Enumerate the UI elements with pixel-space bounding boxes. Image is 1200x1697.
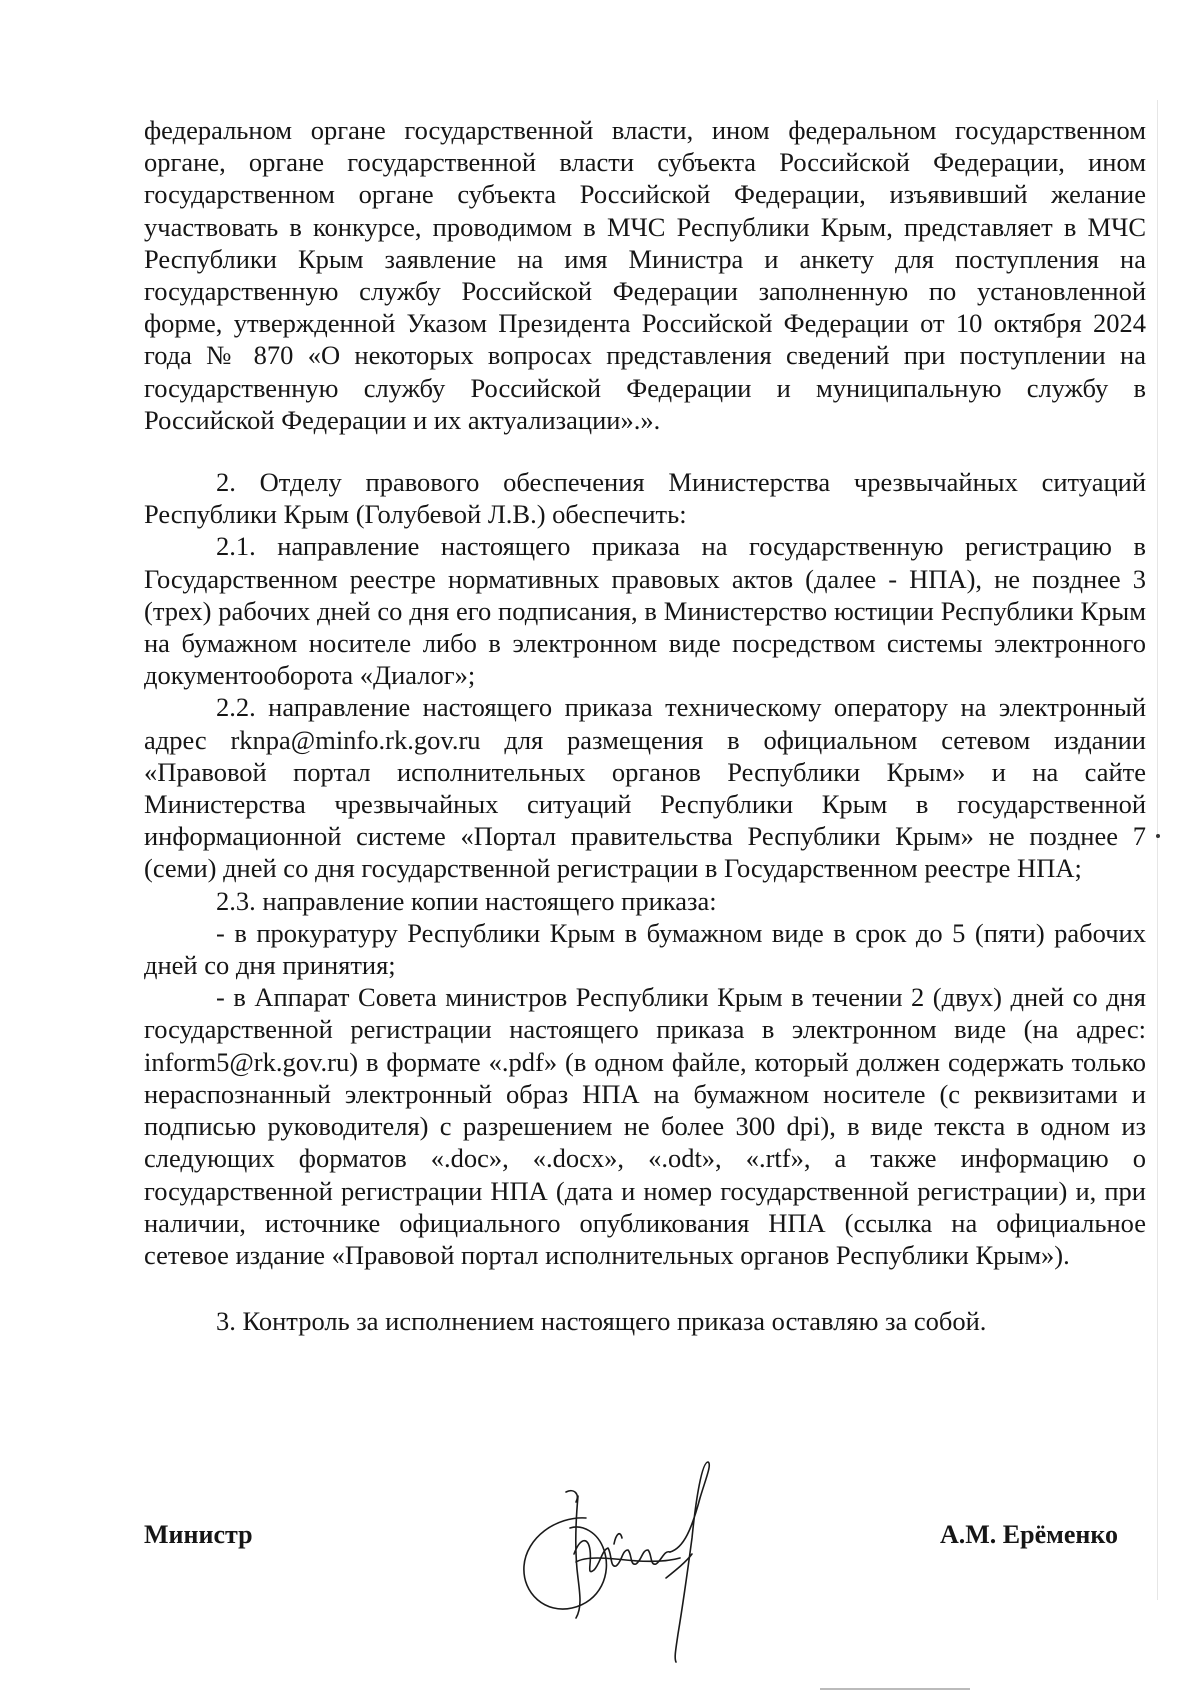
signatory-name: А.М. Ерёменко: [939, 1520, 1118, 1549]
document-body: [144, 114, 1146, 1337]
scan-speck: [1156, 834, 1160, 838]
handwritten-signature: [516, 1458, 736, 1664]
scan-artifact-line: [820, 1688, 970, 1690]
paragraph-item-2: 2. Отделу правового обеспечения Министерства чрезвычайных ситуаций Республики Крым (Голубевой Л.В.) обеспечить:: [144, 467, 1146, 530]
paragraph-item-2-2: 2.2. направление настоящего приказа техническому оператору на электронный адрес rknpa@minfo.rk.gov.ru для размещения в официальном сетевом издании «Правовой портал исполнительных органов Республики Крым» и на сайте Министерства чрезвычайных ситуаций Республики Крым в государственной информационной системе «Портал правительства Республики Крым» не позднее 7 (семи) дней со дня государственной регистрации в Государственном реестре НПА;: [144, 692, 1146, 884]
paragraph-item-2-3: 2.3. направление копии настоящего приказа:: [216, 885, 717, 916]
signatory-role: Министр: [144, 1520, 253, 1549]
paragraph-bullet-council: - в Аппарат Совета министров Республики Крым в течении 2 (двух) дней со дня государственной регистрации настоящего приказа в электронном виде (на адрес: inform5@rk.gov.ru) в формате «.pdf» (в одном файле, который должен содержать только нераспознанный электронный образ НПА на бумажном носителе (с реквизитами и подписью руководителя) с разрешением не более 300 dpi), в виде текста в одном из следующих форматов «.doc», «.docx», «.odt», «.rtf», а также информацию о государственной регистрации НПА (дата и номер государственной регистрации) и, при наличии, источнике официального опубликования НПА (ссылка на официальное сетевое издание «Правовой портал исполнительных органов Республики Крым»).: [144, 982, 1146, 1270]
scan-edge-line: [1157, 100, 1158, 1600]
paragraph-item-3: 3. Контроль за исполнением настоящего приказа оставляю за собой.: [216, 1306, 987, 1337]
paragraph-item-2-1: 2.1. направление настоящего приказа на государственную регистрацию в Государственном реестре нормативных правовых актов (далее - НПА), не позднее 3 (трех) рабочих дней со дня его подписания, в Министерство юстиции Республики Крым на бумажном носителе либо в электронном виде посредством системы электронного документооборота «Диалог»;: [144, 531, 1146, 691]
paragraph-continuation: федеральном органе государственной власти, ином федеральном государственном органе, органе государственной власти субъекта Российской Федерации, ином государственном органе субъекта Российской Федерации, изъявивший желание участвовать в конкурсе, проводимом в МЧС Республики Крым, представляет в МЧС Республики Крым заявление на имя Министра и анкету для поступления на государственную службу Российской Федерации заполненную по установленной форме, утвержденной Указом Президента Российской Федерации от 10 октября 2024 года № 870 «О некоторых вопросах представления сведений при поступлении на государственную службу Российской Федерации и муниципальную службу в Российской Федерации и их актуализации».».: [144, 115, 1146, 435]
paragraph-bullet-prosecutor: - в прокуратуру Республики Крым в бумажном виде в срок до 5 (пяти) рабочих дней со дня принятия;: [144, 917, 1146, 981]
